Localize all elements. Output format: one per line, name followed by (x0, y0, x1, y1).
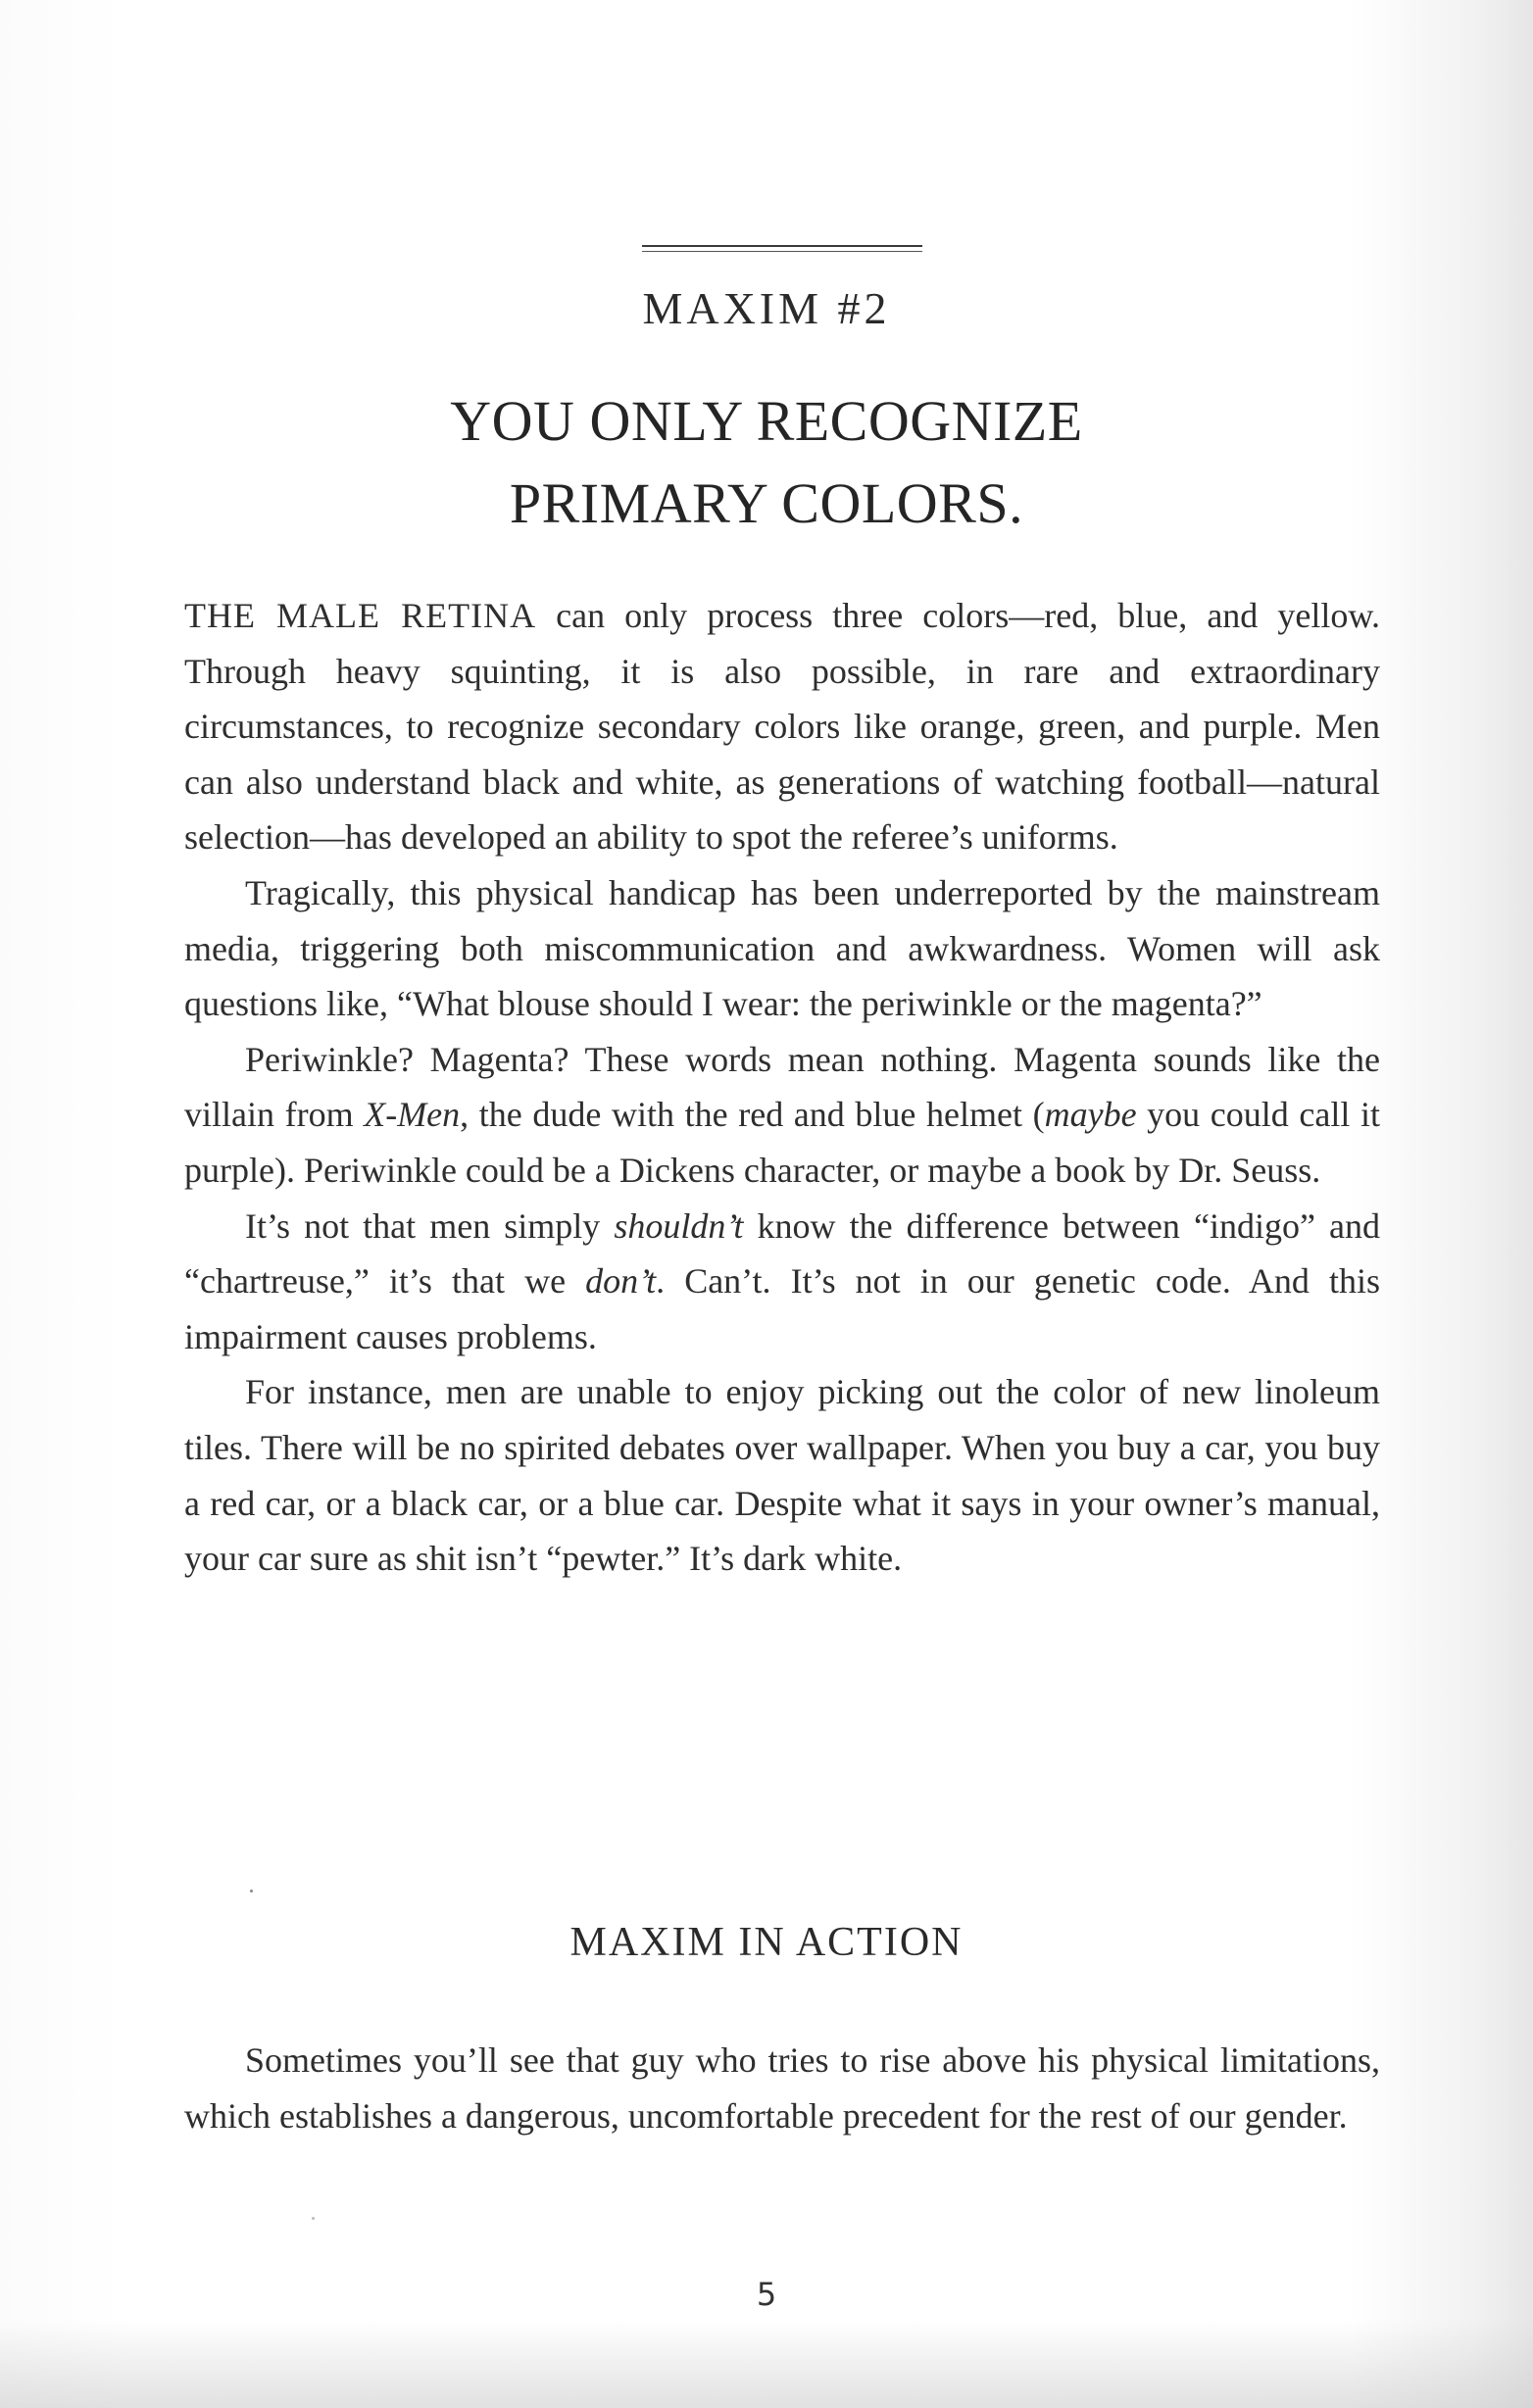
italic-xmen: X-Men (364, 1095, 461, 1135)
scan-speck (250, 1890, 253, 1892)
paragraph-3-part-c: you could call it purple). Periwinkle could be a Dickens character, or maybe a book by Dr. Seuss. (184, 1095, 1380, 1190)
page-number: 5 (756, 2276, 777, 2313)
scan-shadow (0, 2320, 1533, 2408)
italic-shouldnt: shouldn’t (614, 1205, 744, 1246)
header-rule-thin (642, 251, 922, 252)
scan-speck (312, 2217, 315, 2220)
chapter-title (0, 380, 1533, 545)
paragraph-3-part-a: Periwinkle? Magenta? These words mean nothing. Magenta sounds like the villain from (184, 1039, 1380, 1135)
header-rule (642, 245, 922, 247)
paragraph-5: For instance, men are unable to enjoy picking out the color of new linoleum tiles. There will be no spirited debates over wallpaper. When you buy a car, you buy a red car, or a black car, or a blue car. Despite what it says in your owner’s manual, your car sure as shit isn’t “pewter.” It’s dark white. (184, 1372, 1380, 1579)
italic-maybe: maybe (1044, 1095, 1137, 1135)
action-text (184, 2033, 1380, 2143)
paragraph-4-part-a: It’s not that men simply (245, 1205, 615, 1246)
chapter-title-line-1: YOU ONLY RECOGNIZE (450, 389, 1083, 453)
paragraph-3 (184, 1032, 1380, 1199)
chapter-title-line-2: PRIMARY COLORS. (509, 471, 1024, 535)
paragraph-1-text: can only process three colors—red, blue, and yellow. Through heavy squinting, it is also possible, in rare and extraordinary circumstances, to recognize secondary colors like orange, green, and purple. Men can also understand black and white, as generations of watching football—natural selection—has developed an ability to spot the referee’s uniforms. (184, 596, 1380, 858)
lead-in-smallcaps: THE MALE RETINA (184, 596, 537, 635)
paragraph-4-part-c: . Can’t. It’s not in our genetic code. And this impairment causes problems. (184, 1261, 1380, 1356)
body-text (184, 588, 1380, 1587)
paragraph-4-part-b: know the difference between “indigo” and “chartreuse,” it’s that we (184, 1205, 1381, 1302)
section-heading: MAXIM IN ACTION (569, 1920, 964, 1965)
maxim-label: MAXIM #2 (642, 283, 891, 333)
action-paragraph-1: Sometimes you’ll see that guy who tries to rise above his physical limitations, which establishes a dangerous, uncomfortable precedent for the rest of our gender. (184, 2040, 1380, 2136)
paragraph-1 (184, 588, 1380, 865)
paragraph-4 (184, 1199, 1380, 1365)
paragraph-3-part-b: , the dude with the red and blue helmet ( (460, 1095, 1045, 1135)
italic-dont: don’t (585, 1261, 657, 1302)
paragraph-2: Tragically, this physical handicap has been underreported by the mainstream media, triggering both miscommunication and awkwardness. Women will ask questions like, “What blouse should I wear: the periwinkle or the magenta?” (184, 872, 1380, 1024)
